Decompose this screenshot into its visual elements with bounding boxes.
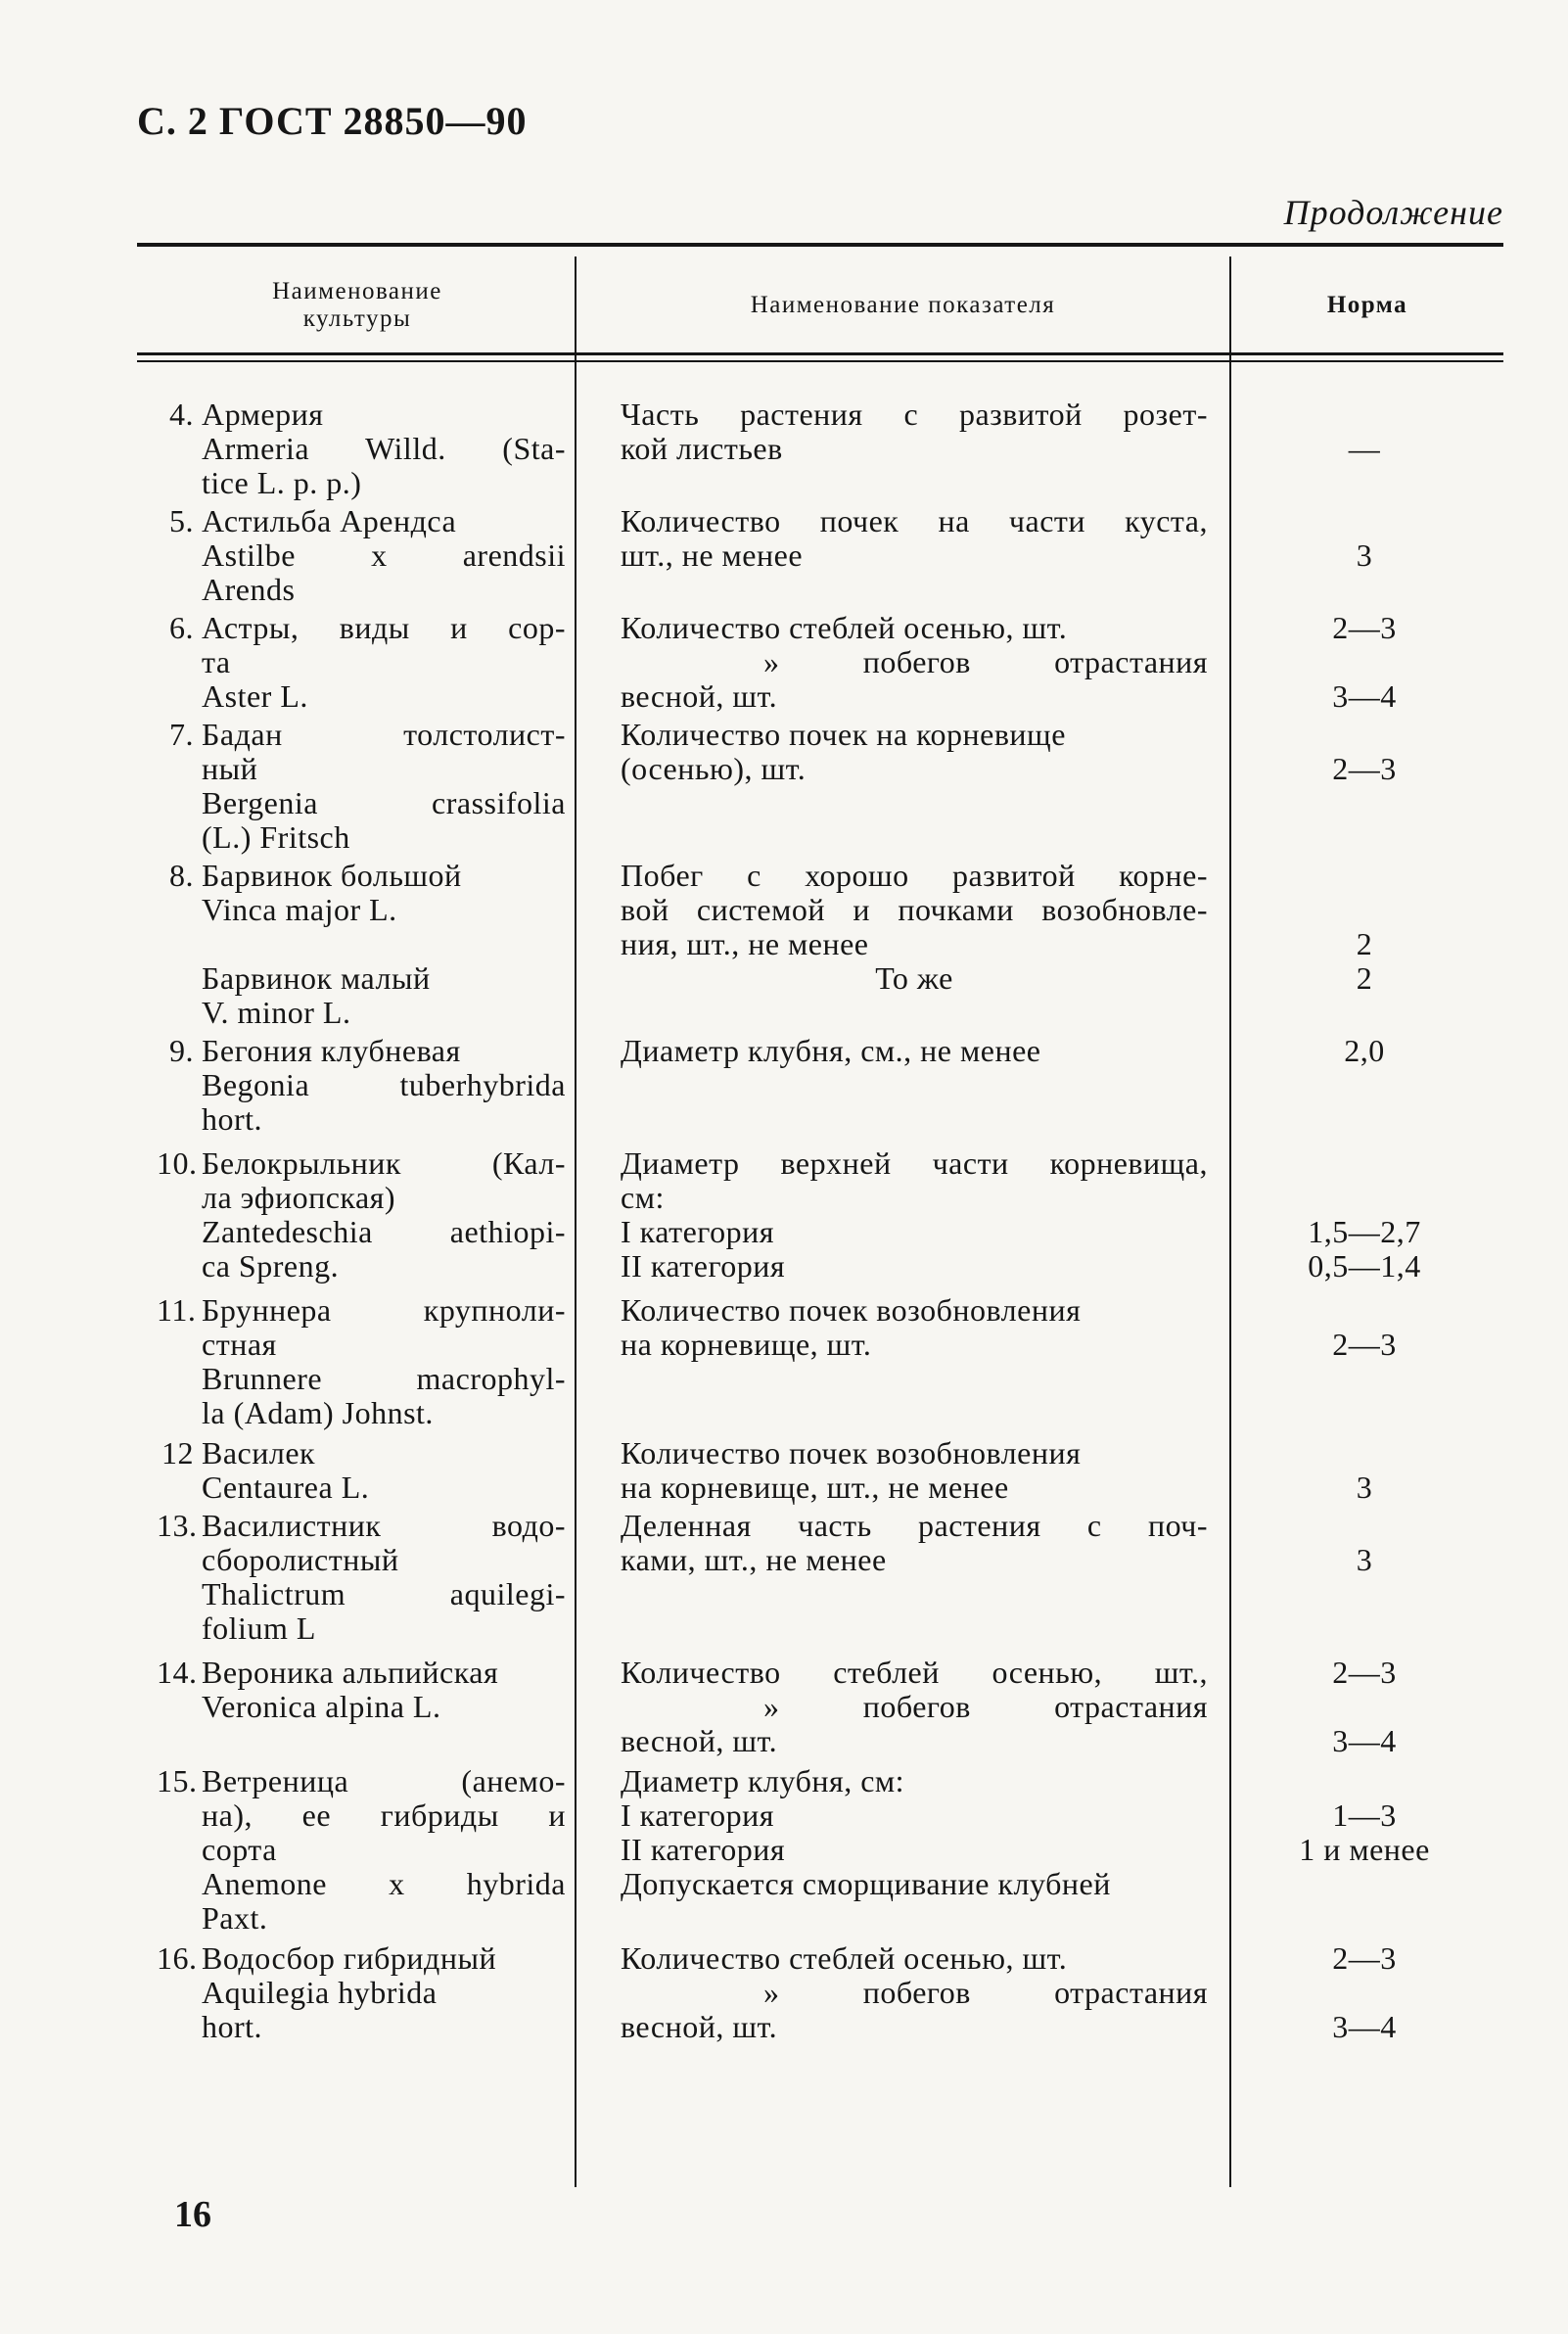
indicator-cell: [621, 1656, 1208, 1758]
indicator-line: ния, шт., не менее: [621, 926, 869, 961]
table-row: [0, 1034, 1568, 1137]
indicator-line: Диаметр верхней части корневища,: [621, 1145, 1208, 1181]
norm-value: 2—3: [1332, 1940, 1397, 1976]
culture-name-line: Zantedeschia aethiopi-: [202, 1214, 566, 1249]
norm-value: [1227, 1509, 1501, 1543]
table-row: [0, 397, 1568, 500]
indicator-line: » побегов отрастания: [763, 1689, 1208, 1724]
indicator-line: ками, шт., не менее: [621, 1542, 887, 1577]
norm-value: [1227, 1181, 1501, 1215]
culture-name-line: Астильба Арендса: [202, 503, 457, 538]
norm-value: 2—3: [1332, 1327, 1397, 1362]
norm-value: [1227, 1867, 1501, 1901]
indicator-line: Количество почек возобновления: [621, 1435, 1082, 1470]
indicator-line: » побегов отрастания: [763, 644, 1208, 679]
culture-name-line: (L.) Fritsch: [202, 819, 350, 855]
culture-name-line: та: [202, 644, 231, 679]
norm-cell: [1208, 859, 1501, 1030]
column-header-culture: [147, 274, 568, 337]
indicator-line: [621, 1396, 1208, 1430]
culture-name-line: V. minor L.: [202, 995, 351, 1030]
indicator-cell: [621, 1146, 1208, 1284]
indicator-line: II категория: [621, 1832, 786, 1867]
page-header: С. 2 ГОСТ 28850—90: [137, 99, 528, 143]
norm-value: 2—3: [1332, 1655, 1397, 1690]
norm-value: 3—4: [1332, 2009, 1397, 2044]
norm-cell: [1208, 1509, 1501, 1646]
norm-value: 2,0: [1344, 1033, 1385, 1068]
culture-name-line: [202, 927, 566, 961]
table-row: [0, 718, 1568, 855]
table-row: [0, 1146, 1568, 1284]
indicator-line: Количество стеблей осенью, шт.,: [621, 1655, 1208, 1690]
indicator-line: Количество почек на корневище: [621, 717, 1066, 752]
culture-name-line: Centaurea L.: [202, 1470, 370, 1505]
indicator-line: [621, 1362, 1208, 1396]
culture-name-line: Begonia tuberhybrida: [202, 1067, 566, 1102]
culture-name-line: Барвинок малый: [202, 960, 431, 996]
indicator-cell: [621, 859, 1208, 1030]
culture-cell: [157, 1436, 566, 1505]
norm-cell: [1208, 1941, 1501, 2044]
culture-name-line: Василистник водо-: [202, 1508, 566, 1543]
norm-value: [1227, 1146, 1501, 1181]
indicator-line: [621, 466, 1208, 500]
indicator-line: [621, 820, 1208, 855]
indicator-line: [621, 1068, 1208, 1102]
indicator-line: см:: [621, 1180, 665, 1215]
indicator-cell: [621, 1764, 1208, 1936]
indicator-line: Часть растения с развитой розет-: [621, 397, 1208, 432]
culture-name-line: Thalictrum aquilegi-: [202, 1576, 566, 1611]
culture-cell: [157, 1034, 566, 1137]
table-row: [0, 859, 1568, 1030]
column-header-culture-line2: культуры: [302, 305, 412, 332]
table-row: [0, 1293, 1568, 1430]
column-header-indicator: Наименование показателя: [750, 292, 1056, 318]
header-double-rule: [137, 352, 1503, 355]
indicator-line: Количество стеблей осенью, шт.: [621, 1940, 1068, 1976]
norm-value: [1227, 1102, 1501, 1137]
norm-value: 2—3: [1332, 610, 1397, 645]
indicator-line: Диаметр клубня, см:: [621, 1763, 905, 1798]
culture-name-line: ла эфиопская): [202, 1180, 396, 1215]
culture-name-line: la (Adam) Johnst.: [202, 1395, 434, 1430]
row-number: 4.: [169, 397, 194, 432]
culture-name-line: Aster L.: [202, 678, 308, 714]
table-row: [0, 504, 1568, 607]
indicator-cell: [621, 504, 1208, 607]
indicator-line: То же: [875, 960, 953, 996]
norm-value: [1227, 820, 1501, 855]
culture-name-line: Brunnere macrophyl-: [202, 1361, 566, 1396]
culture-name-line: Астры, виды и сор-: [202, 610, 566, 645]
indicator-line: [621, 1577, 1208, 1611]
indicator-cell: [621, 397, 1208, 500]
indicator-cell: [621, 1034, 1208, 1137]
indicator-line: Количество почек на части куста,: [621, 503, 1208, 538]
culture-name-line: Ветреница (анемо-: [202, 1763, 566, 1798]
indicator-line: Допускается сморщивание клубней: [621, 1866, 1111, 1901]
indicator-line: весной, шт.: [621, 1723, 778, 1758]
page-number: 16: [174, 2194, 211, 2235]
norm-value: 1,5—2,7: [1308, 1214, 1421, 1249]
culture-cell: [157, 718, 566, 855]
indicator-line: весной, шт.: [621, 678, 778, 714]
row-number: 14.: [157, 1655, 198, 1690]
norm-value: 3: [1356, 1542, 1373, 1577]
culture-name-line: Anemone x hybrida: [202, 1866, 566, 1901]
norm-cell: [1208, 1293, 1501, 1430]
norm-value: [1227, 1901, 1501, 1936]
culture-name-line: Arends: [202, 572, 296, 607]
norm-value: 1 и менее: [1299, 1832, 1430, 1867]
culture-name-line: Бегония клубневая: [202, 1033, 461, 1068]
culture-cell: [157, 1293, 566, 1430]
norm-value: 3—4: [1332, 1723, 1397, 1758]
culture-name-line: Бруннера крупноли-: [202, 1292, 566, 1328]
indicator-cell: [621, 1293, 1208, 1430]
row-number: 8.: [169, 858, 194, 893]
culture-name-line: Veronica alpina L.: [202, 1689, 441, 1724]
norm-cell: [1208, 1656, 1501, 1758]
norm-value: [1227, 1293, 1501, 1328]
indicator-line: [621, 786, 1208, 820]
indicator-line: I категория: [621, 1214, 774, 1249]
indicator-line: шт., не менее: [621, 537, 804, 573]
culture-name-line: на), ее гибриды и: [202, 1797, 566, 1833]
norm-cell: [1208, 1436, 1501, 1505]
culture-name-line: сорта: [202, 1832, 277, 1867]
norm-value: [1227, 1068, 1501, 1102]
culture-name-line: Василек: [202, 1435, 316, 1470]
indicator-line: Побег с хорошо развитой корне-: [621, 858, 1208, 893]
indicator-line: » побегов отрастания: [763, 1975, 1208, 2010]
norm-value: 3: [1356, 1470, 1373, 1505]
norm-value: [1227, 645, 1501, 679]
header-double-rule-2: [137, 360, 1503, 362]
culture-cell: [157, 1146, 566, 1284]
column-header-culture-line1: Наименование: [272, 278, 442, 304]
culture-cell: [157, 611, 566, 714]
culture-cell: [157, 1509, 566, 1646]
table-row: [0, 611, 1568, 714]
column-header-norm: Норма: [1326, 292, 1408, 318]
table-row: [0, 1764, 1568, 1936]
norm-cell: [1208, 504, 1501, 607]
norm-value: 1—3: [1332, 1797, 1397, 1833]
culture-name-line: [202, 1724, 566, 1758]
norm-cell: [1208, 397, 1501, 500]
continuation-label: Продолжение: [1283, 193, 1503, 232]
indicator-line: Количество стеблей осенью, шт.: [621, 610, 1068, 645]
culture-cell: [157, 859, 566, 1030]
indicator-cell: [621, 1941, 1208, 2044]
indicator-line: Диаметр клубня, см., не менее: [621, 1033, 1041, 1068]
culture-name-line: tice L. p. p.): [202, 465, 362, 500]
norm-value: [1227, 1611, 1501, 1646]
norm-value: 2: [1356, 926, 1373, 961]
norm-value: [1227, 573, 1501, 607]
norm-value: [1227, 893, 1501, 927]
culture-name-line: Водосбор гибридный: [202, 1940, 497, 1976]
culture-cell: [157, 1764, 566, 1936]
norm-value: [1227, 718, 1501, 752]
culture-name-line: Vinca major L.: [202, 892, 397, 927]
norm-value: [1227, 397, 1501, 432]
culture-cell: [157, 1656, 566, 1758]
norm-value: [1227, 1436, 1501, 1470]
row-number: 15.: [157, 1763, 198, 1798]
indicator-cell: [621, 1436, 1208, 1505]
norm-value: [1227, 996, 1501, 1030]
row-number: 13.: [157, 1508, 198, 1543]
culture-name-line: Bergenia crassifolia: [202, 785, 566, 820]
indicator-line: I категория: [621, 1797, 774, 1833]
table-row: [0, 1436, 1568, 1505]
norm-value: 2: [1356, 960, 1373, 996]
indicator-line: [621, 1901, 1208, 1936]
norm-value: 3—4: [1332, 678, 1397, 714]
row-number: 10.: [157, 1145, 198, 1181]
norm-cell: [1208, 1146, 1501, 1284]
norm-value: [1227, 859, 1501, 893]
indicator-cell: [621, 718, 1208, 855]
culture-cell: [157, 1941, 566, 2044]
culture-cell: [157, 397, 566, 500]
norm-cell: [1208, 1034, 1501, 1137]
indicator-line: (осенью), шт.: [621, 751, 807, 786]
indicator-cell: [621, 1509, 1208, 1646]
indicator-line: [621, 573, 1208, 607]
norm-value: —: [1348, 431, 1381, 466]
norm-value: [1227, 1690, 1501, 1724]
indicator-line: [621, 996, 1208, 1030]
culture-name-line: Барвинок большой: [202, 858, 462, 893]
table-body: [0, 397, 1568, 2044]
indicator-line: на корневище, шт.: [621, 1327, 872, 1362]
norm-value: 0,5—1,4: [1308, 1248, 1421, 1284]
row-number: 9.: [169, 1033, 194, 1068]
culture-name-line: Aquilegia hybrida: [202, 1975, 438, 2010]
culture-cell: [157, 504, 566, 607]
culture-name-line: Армерия: [202, 397, 324, 432]
row-number: 5.: [169, 503, 194, 538]
norm-value: [1227, 466, 1501, 500]
norm-cell: [1208, 611, 1501, 714]
culture-name-line: hort.: [202, 2009, 263, 2044]
norm-cell: [1208, 1764, 1501, 1936]
norm-value: [1227, 1396, 1501, 1430]
indicator-line: вой системой и почками возобновле-: [621, 892, 1208, 927]
culture-name-line: Белокрыльник (Кал-: [202, 1145, 566, 1181]
culture-name-line: Armeria Willd. (Sta-: [202, 431, 566, 466]
row-number: 6.: [169, 610, 194, 645]
row-number: 11.: [157, 1292, 197, 1328]
indicator-line: кой листьев: [621, 431, 783, 466]
row-number: 12: [161, 1435, 194, 1470]
indicator-line: [621, 1611, 1208, 1646]
culture-name-line: Вероника альпийская: [202, 1655, 499, 1690]
norm-value: [1227, 1976, 1501, 2010]
table-top-rule: [137, 243, 1503, 247]
culture-name-line: ca Spreng.: [202, 1248, 340, 1284]
culture-name-line: стная: [202, 1327, 277, 1362]
culture-name-line: hort.: [202, 1101, 263, 1137]
norm-value: 3: [1356, 537, 1373, 573]
culture-name-line: Бадан толстолист-: [202, 717, 566, 752]
norm-value: 2—3: [1332, 751, 1397, 786]
indicator-line: II категория: [621, 1248, 786, 1284]
table-row: [0, 1941, 1568, 2044]
norm-value: [1227, 1764, 1501, 1798]
culture-name-line: ный: [202, 751, 258, 786]
indicator-line: весной, шт.: [621, 2009, 778, 2044]
indicator-line: [621, 1102, 1208, 1137]
norm-cell: [1208, 718, 1501, 855]
table-row: [0, 1509, 1568, 1646]
row-number: 7.: [169, 717, 194, 752]
row-number: 16.: [157, 1940, 198, 1976]
culture-name-line: Paxt.: [202, 1900, 268, 1936]
norm-value: [1227, 504, 1501, 538]
indicator-line: на корневище, шт., не менее: [621, 1470, 1009, 1505]
indicator-cell: [621, 611, 1208, 714]
culture-name-line: folium L: [202, 1610, 316, 1646]
culture-name-line: Astilbe x arendsii: [202, 537, 566, 573]
indicator-line: Деленная часть растения с поч-: [621, 1508, 1208, 1543]
table-row: [0, 1656, 1568, 1758]
culture-name-line: сборолистный: [202, 1542, 399, 1577]
indicator-line: Количество почек возобновления: [621, 1292, 1082, 1328]
norm-value: [1227, 1362, 1501, 1396]
norm-value: [1227, 786, 1501, 820]
norm-value: [1227, 1577, 1501, 1611]
